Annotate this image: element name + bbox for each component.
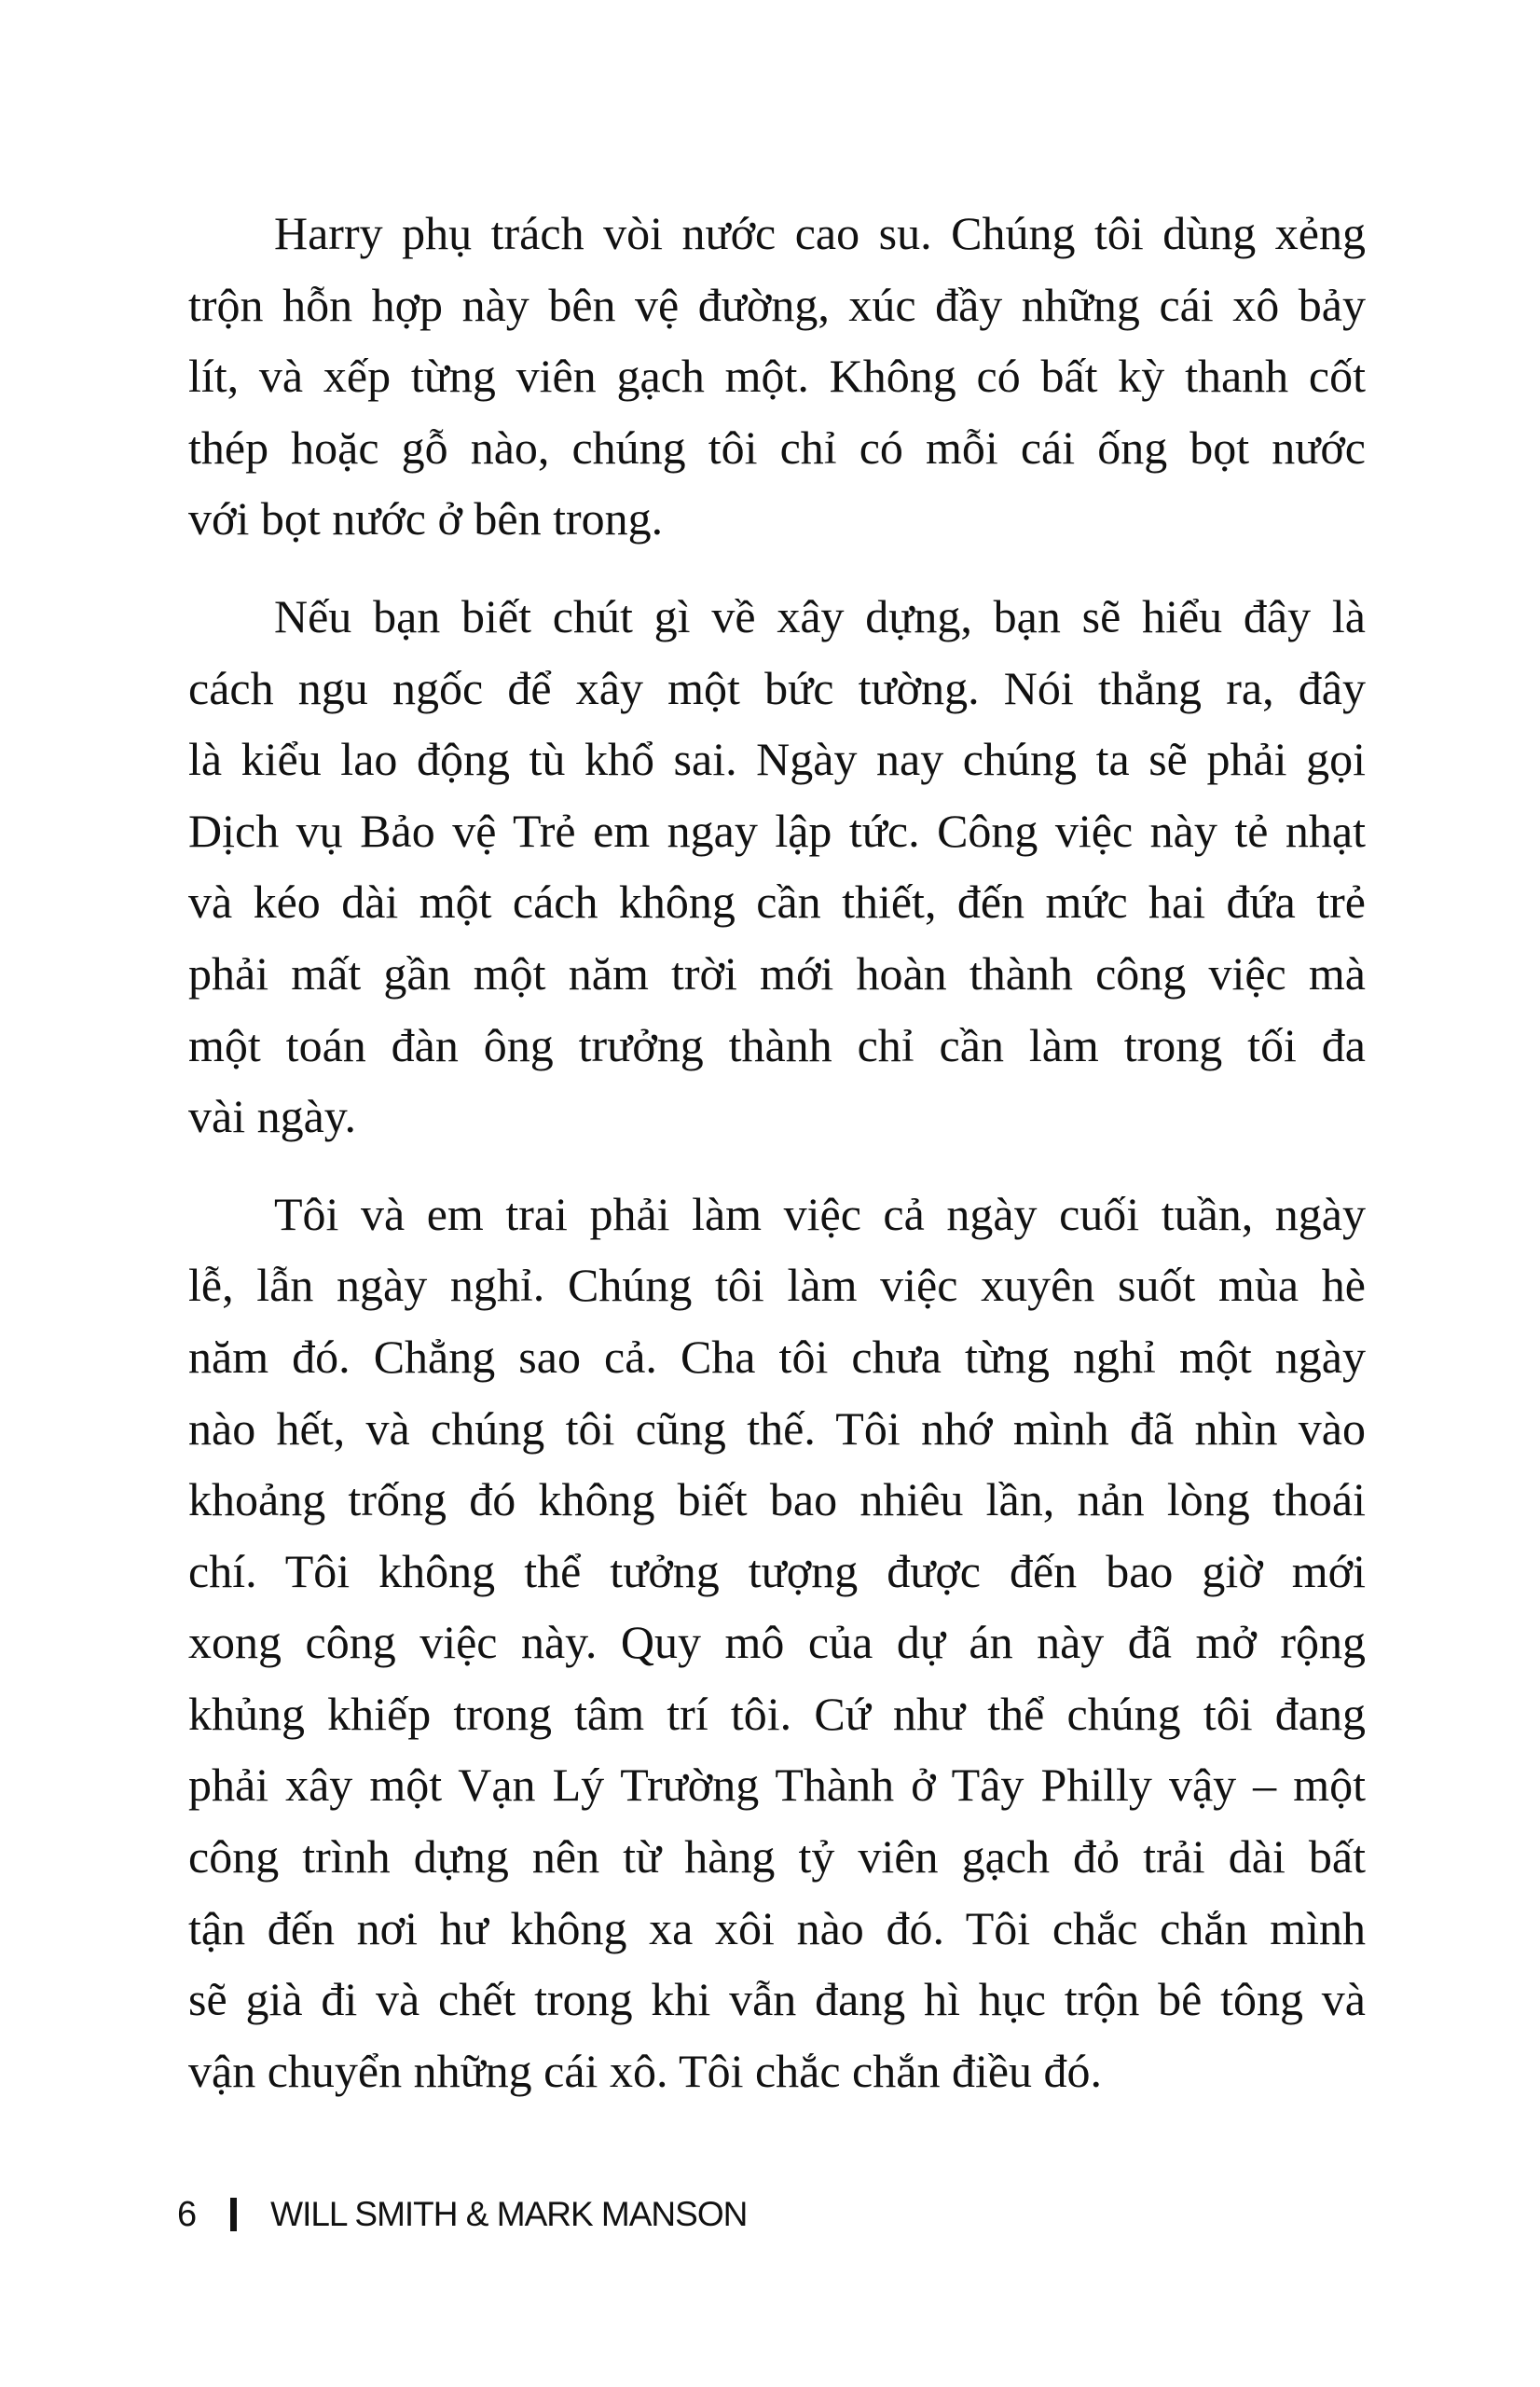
text-line: tận đến nơi hư không xa xôi nào đó. Tôi chắc chắn mình	[188, 1901, 1366, 1954]
page-footer	[177, 2191, 747, 2238]
separator-bar	[230, 2198, 237, 2231]
text-line: khoảng trống đó không biết bao nhiêu lần, nản lòng thoái	[188, 1473, 1366, 1526]
text-line: phải xây một Vạn Lý Trường Thành ở Tây Philly vậy – một	[188, 1759, 1366, 1812]
text-line: vận chuyển những cái xô. Tôi chắc chắn điều đó.	[188, 2044, 1103, 2097]
text-line: trộn hỗn hợp này bên vệ đường, xúc đầy những cái xô bảy	[188, 278, 1366, 331]
paragraph	[188, 198, 1366, 555]
text-line: vài ngày.	[188, 1090, 357, 1143]
paragraph	[188, 581, 1366, 1152]
text-line: phải mất gần một năm trời mới hoàn thành công việc mà	[188, 946, 1366, 1000]
text-line: lít, và xếp từng viên gạch một. Không có bất kỳ thanh cốt	[188, 350, 1366, 403]
body-text	[188, 198, 1366, 2106]
text-line: sẽ già đi và chết trong khi vẫn đang hì hục trộn bê tông và	[188, 1973, 1366, 2026]
text-line: và kéo dài một cách không cần thiết, đến mức hai đứa trẻ	[188, 876, 1366, 929]
paragraph	[188, 1179, 1366, 2107]
text-line: với bọt nước ở bên trong.	[188, 492, 664, 545]
text-line: một toán đàn ông trưởng thành chỉ cần làm trong tối đa	[188, 1018, 1366, 1071]
running-title: WILL SMITH & MARK MANSON	[270, 2195, 748, 2233]
text-line: Harry phụ trách vòi nước cao su. Chúng tôi dùng xẻng	[274, 207, 1366, 259]
text-line: Dịch vụ Bảo vệ Trẻ em ngay lập tức. Công việc này tẻ nhạt	[188, 804, 1366, 857]
text-line: Tôi và em trai phải làm việc cả ngày cuối tuần, ngày	[274, 1187, 1366, 1240]
text-line: nào hết, và chúng tôi cũng thế. Tôi nhớ mình đã nhìn vào	[188, 1401, 1366, 1455]
page-number: 6	[177, 2194, 198, 2234]
text-line: công trình dựng nên từ hàng tỷ viên gạch đỏ trải dài bất	[188, 1830, 1366, 1883]
text-line: Nếu bạn biết chút gì về xây dựng, bạn sẽ hiểu đây là	[274, 589, 1366, 642]
text-line: cách ngu ngốc để xây một bức tường. Nói thẳng ra, đây	[188, 661, 1366, 714]
text-line: thép hoặc gỗ nào, chúng tôi chỉ có mỗi cái ống bọt nước	[188, 421, 1366, 474]
text-line: là kiểu lao động tù khổ sai. Ngày nay chúng ta sẽ phải gọi	[188, 733, 1366, 786]
text-line: chí. Tôi không thể tưởng tượng được đến bao giờ mới	[188, 1544, 1366, 1597]
text-line: khủng khiếp trong tâm trí tôi. Cứ như thể chúng tôi đang	[188, 1687, 1366, 1740]
text-line: lễ, lẫn ngày nghỉ. Chúng tôi làm việc xuyên suốt mùa hè	[188, 1259, 1366, 1312]
text-line: xong công việc này. Quy mô của dự án này đã mở rộng	[188, 1616, 1366, 1669]
text-line: năm đó. Chẳng sao cả. Cha tôi chưa từng nghỉ một ngày	[188, 1330, 1366, 1383]
